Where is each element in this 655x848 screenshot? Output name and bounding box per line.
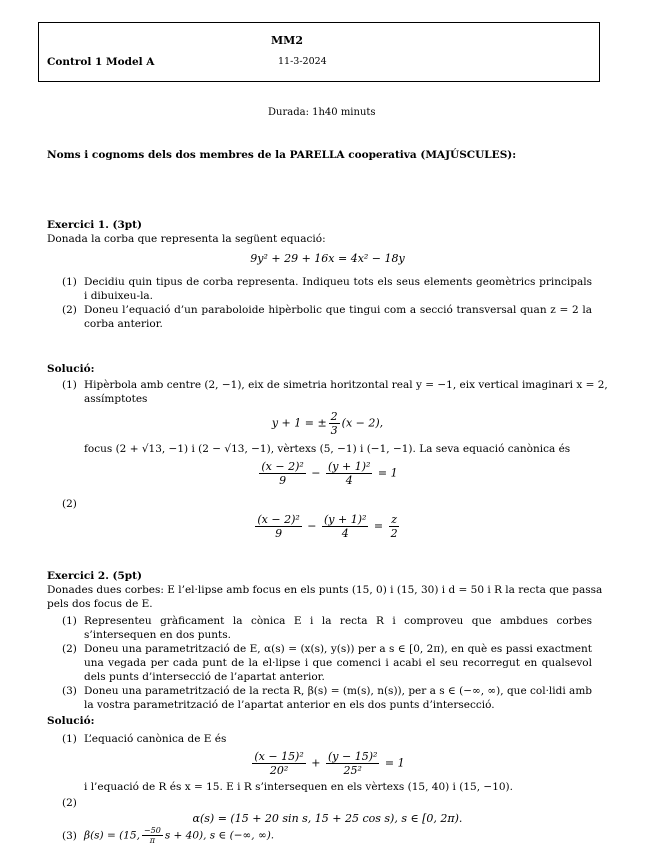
- numerator: z: [391, 513, 398, 526]
- fraction: [326, 460, 372, 487]
- rhs: = 1: [384, 756, 405, 770]
- item-text: Decidiu quin tipus de corba representa. Indiqueu tots els seus elements geomètrics principals i dibuixeu-la.: [84, 276, 592, 302]
- asymptote-numerator: 2: [330, 410, 338, 423]
- item-text: Representeu gràficament la cònica E i la recta R i comproveu que ambdues corbes s’intersequen en dos punts.: [84, 615, 592, 641]
- asymptote-rhs: (x − 2),: [341, 416, 384, 430]
- fraction: [326, 750, 379, 777]
- solution-2-item-2-number: (2): [62, 797, 77, 809]
- beta-parametrization: [84, 826, 274, 845]
- numerator: (x − 15)²: [254, 750, 304, 763]
- item-number: (1): [62, 615, 77, 627]
- solution-1-item-1-line-2: assímptotes: [84, 393, 148, 405]
- header-box: [38, 22, 600, 82]
- beta-suffix: s + 40), s ∈ (−∞, ∞).: [164, 829, 275, 842]
- exercise-1-item-2: [62, 303, 592, 331]
- fraction: [389, 513, 400, 540]
- exam-title: Control 1 Model A: [47, 56, 155, 68]
- asymptote-equation: [0, 410, 655, 437]
- ellipse-canonical-equation: [0, 750, 655, 777]
- paraboloid-equation: [0, 513, 655, 540]
- denominator: 25²: [343, 764, 362, 777]
- denominator: 2: [390, 527, 398, 540]
- solution-1-item-1-number: (1): [62, 379, 77, 391]
- exercise-2-title: Exercici 2. (5pt): [47, 570, 142, 582]
- numerator: (x − 2)²: [257, 513, 300, 526]
- exercise-2-intro-1: Donades dues corbes: E l’el·lipse amb focus en els punts (15, 0) i (15, 30) i d = 50 i R la recta que passa: [47, 584, 603, 596]
- numerator: (y − 15)²: [327, 750, 378, 763]
- item-number: (1): [62, 276, 77, 288]
- beta-fraction: [142, 826, 163, 845]
- exercise-2-item-2: [62, 642, 592, 684]
- solution-2-item-1-number: (1): [62, 733, 77, 745]
- operator: −: [307, 519, 317, 533]
- names-prompt: Noms i cognoms dels dos membres de la PARELLA cooperativa (MAJÚSCULES):: [47, 149, 517, 161]
- asymptote-lhs: y + 1 = ±: [271, 416, 327, 430]
- foci-line: focus (2 + √13, −1) i (2 − √13, −1), vèrtexs (5, −1) i (−1, −1). La seva equació canònica és: [84, 443, 571, 455]
- exercise-2-item-1: [62, 614, 592, 642]
- item-number: (2): [62, 304, 77, 316]
- exercise-1-intro: Donada la corba que representa la següent equació:: [47, 233, 326, 245]
- item-text: Doneu l’equació d’un paraboloide hipèrbolic que tingui com a secció transversal quan z = 2 la corba anterior.: [84, 304, 592, 330]
- solution-1-item-1-line-1: Hipèrbola amb centre (2, −1), eix de simetria horitzontal real y = −1, eix vertical imaginari x = 2,: [84, 379, 608, 391]
- exercise-2-item-3: [62, 684, 592, 712]
- solution-2-item-1-text: L’equació canònica de E és: [84, 733, 227, 745]
- numerator: −50: [143, 826, 161, 835]
- solution-2-title: Solució:: [47, 715, 95, 727]
- exercise-1-item-1: [62, 275, 592, 303]
- asymptote-denominator: 3: [330, 424, 338, 437]
- fraction: [322, 513, 368, 540]
- exam-date: 11-3-2024: [278, 56, 327, 67]
- fraction: [255, 513, 301, 540]
- denominator: 9: [279, 474, 287, 487]
- exercise-1-title: Exercici 1. (3pt): [47, 219, 142, 231]
- exercise-1-equation: 9y² + 29 + 16x = 4x² − 18y: [250, 252, 405, 265]
- exercise-2-intro-2: pels dos focus de E.: [47, 598, 153, 610]
- solution-1-title: Solució:: [47, 363, 95, 375]
- numerator: (y + 1)²: [323, 513, 367, 526]
- intersection-line: i l’equació de R és x = 15. E i R s’intersequen en els vèrtexs (15, 40) i (15, −10).: [84, 781, 513, 793]
- fraction: [259, 460, 305, 487]
- operator: +: [311, 756, 321, 770]
- duration: Durada: 1h40 minuts: [268, 107, 376, 118]
- operator: −: [311, 466, 321, 480]
- beta-prefix: β(s) = (15,: [84, 829, 140, 842]
- denominator: π: [149, 836, 155, 845]
- fraction: [252, 750, 305, 777]
- numerator: (y + 1)²: [327, 460, 371, 473]
- canonical-equation-1: [0, 460, 655, 487]
- denominator: 4: [341, 527, 349, 540]
- denominator: 20²: [269, 764, 289, 777]
- item-number: (2): [62, 643, 77, 655]
- alpha-parametrization: α(s) = (15 + 20 sin s, 15 + 25 cos s), s ∈ [0, 2π).: [192, 812, 463, 825]
- solution-2-item-3-number: (3): [62, 830, 77, 842]
- asymptote-fraction: [329, 410, 340, 437]
- item-text: Doneu una parametrització de la recta R, β(s) = (m(s), n(s)), per a s ∈ (−∞, ∞), que col·lidi amb la vostra parametrització de l’apartat anterior en els dos punts d’intersecció.: [84, 685, 592, 711]
- denominator: 9: [275, 527, 283, 540]
- denominator: 4: [345, 474, 353, 487]
- numerator: (x − 2)²: [261, 460, 304, 473]
- equals: =: [373, 519, 384, 533]
- item-text: Doneu una parametrització de E, α(s) = (x(s), y(s)) per a s ∈ [0, 2π), en què es passi exactment una vegada per cada punt de la el·lipse i que comenci i acabi el seu recorregut en qualsevol dels punts d’intersecció de l’apartat anterior.: [84, 643, 592, 683]
- item-number: (3): [62, 685, 77, 697]
- course-code: MM2: [271, 34, 304, 47]
- solution-1-item-2-number: (2): [62, 498, 77, 510]
- rhs: = 1: [377, 466, 398, 480]
